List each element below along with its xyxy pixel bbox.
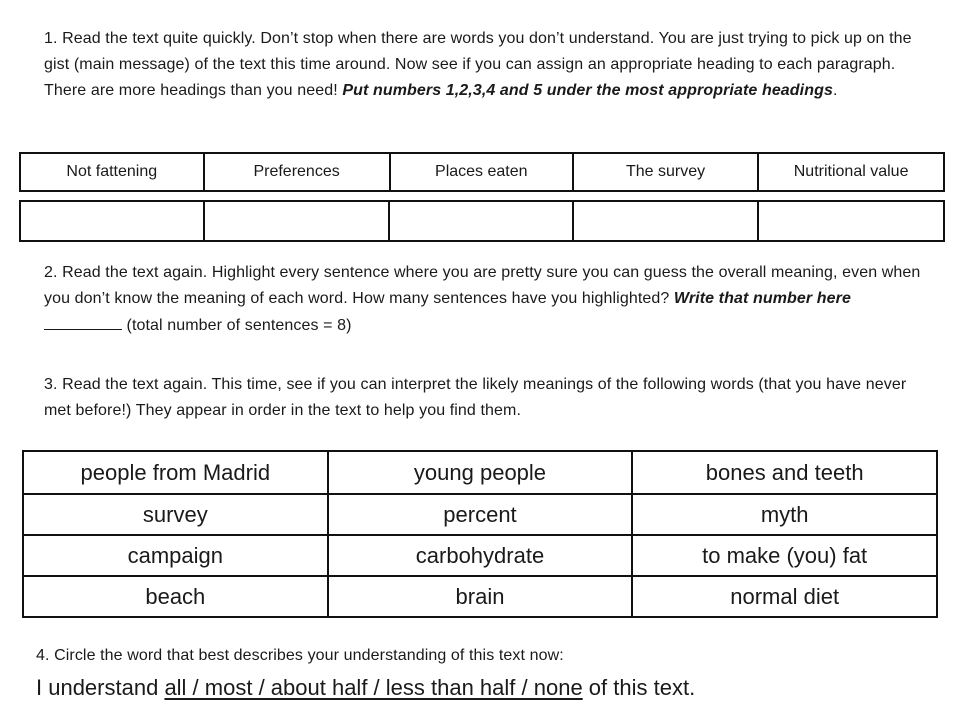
vocab-row [23,494,937,535]
question-3-text: 3. Read the text again. This time, see if you can interpret the likely meanings of the following words (that you have never met before!) They appear in order in the text to help you find them. [44,376,907,419]
vocab-cell: campaign [23,535,328,576]
vocab-cell: young people [328,451,633,494]
question-2 [44,260,924,339]
vocab-cell: percent [328,494,633,535]
vocab-cell: normal diet [632,576,937,617]
heading-cell: Nutritional value [758,153,944,191]
understanding-line-start: I understand [36,675,165,700]
understanding-options[interactable]: all / most / about half / less than half / none [164,675,583,700]
answer-cell[interactable] [573,201,759,241]
vocab-cell: survey [23,494,328,535]
heading-cell: Preferences [204,153,390,191]
vocab-cell: bones and teeth [632,451,937,494]
vocab-cell: carbohydrate [328,535,633,576]
question-4-text: 4. Circle the word that best describes your understanding of this text now: [36,647,564,664]
answer-cell[interactable] [20,201,204,241]
heading-cell: Places eaten [390,153,573,191]
answer-cell[interactable] [389,201,573,241]
vocab-cell: myth [632,494,937,535]
vocab-row [23,535,937,576]
vocab-cell: beach [23,576,328,617]
question-1-text: 1. Read the text quite quickly. Don’t stop when there are words you don’t understand. You are just trying to pick up on the gist (main message) of the text this time around. Now see if you can assign an appropriate heading to each paragraph. There are more headings than you need! [44,30,912,99]
vocab-cell: people from Madrid [23,451,328,494]
heading-cell: Not fattening [20,153,204,191]
vocab-table [22,450,938,618]
answer-blank[interactable] [44,312,122,330]
question-2-instruction: Write that number here [673,290,851,307]
headings-table [19,152,945,192]
vocab-cell: brain [328,576,633,617]
understanding-line [36,673,936,703]
answer-cell[interactable] [204,201,390,241]
answers-row [20,201,944,241]
question-1 [44,26,924,104]
question-1-instruction: Put numbers 1,2,3,4 and 5 under the most appropriate headings [342,82,833,99]
understanding-line-end: of this text. [582,675,696,700]
headings-row [20,153,944,191]
question-2-end: (total number of sentences = 8) [122,317,352,334]
question-4 [36,645,936,667]
question-3 [44,372,924,424]
answer-cell[interactable] [758,201,944,241]
answers-table [19,200,945,242]
vocab-row [23,451,937,494]
vocab-row [23,576,937,617]
question-1-end: . [832,82,838,99]
heading-cell: The survey [573,153,758,191]
question-2-text: 2. Read the text again. Highlight every sentence where you are pretty sure you can guess the overall meaning, even when you don’t know the meaning of each word. How many sentences have you highlighted? [44,264,921,307]
vocab-cell: to make (you) fat [632,535,937,576]
